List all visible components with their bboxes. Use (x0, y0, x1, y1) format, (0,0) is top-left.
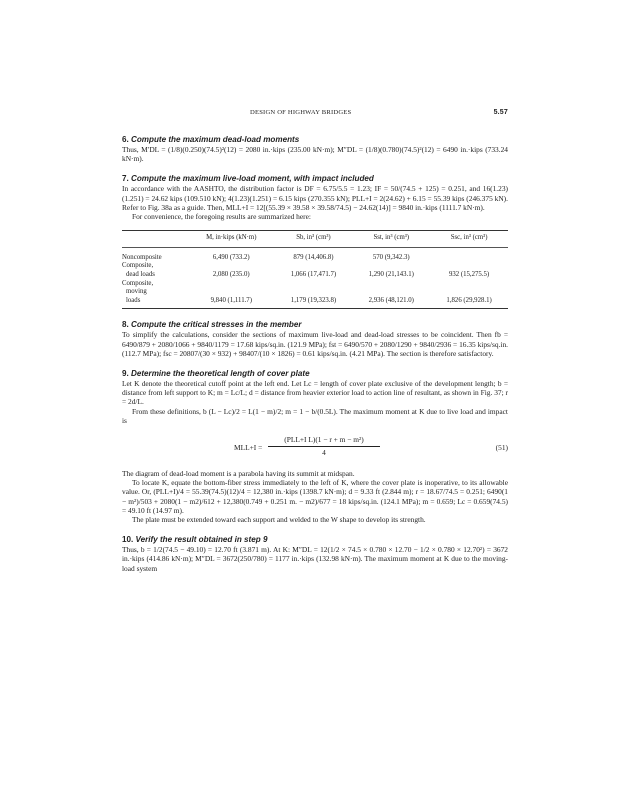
col-header-ssc: Ssc, in³ (cm³) (430, 231, 508, 247)
step-9-heading (122, 369, 508, 379)
cell-sst (352, 280, 430, 289)
step-7-summary-intro: For convenience, the foregoing results are summarized here: (132, 212, 311, 222)
cell-moment: 2,080 (235.0) (212, 271, 250, 278)
summary-table-wrap (122, 230, 508, 309)
step-6-body: Thus, M′DL = (1/8)(0.250)(74.5)²(12) = 2080 in.·kips (235.00 kN·m); M″DL = (1/8)(0.780)(74.5)²(12) = 6490 in.·kips (733.24 kN·m). (122, 145, 508, 164)
cell-sb: 879 (14,406.8) (293, 253, 334, 261)
cell-moment (188, 288, 275, 297)
row-label: Noncomposite (122, 253, 162, 261)
col-header-moment: M, in·kips (kN·m) (188, 231, 275, 247)
summary-table (122, 231, 508, 308)
cell-ssc (430, 288, 508, 297)
row-label: dead loads (126, 271, 155, 278)
cell-sb: 1,066 (17,471.7) (290, 271, 337, 278)
page-number: 5.57 (493, 109, 508, 116)
cell-sst (352, 288, 430, 297)
row-label: loads (126, 296, 141, 304)
cell-sb: 1,179 (19,323.8) (290, 296, 337, 304)
cell-moment (188, 280, 275, 289)
table-row (122, 297, 508, 309)
row-label: moving (126, 288, 147, 296)
cell-sst: 1,290 (21,143.1) (368, 271, 414, 278)
step-9-title: Determine the theoretical length of cover plate (131, 368, 310, 378)
cell-sb (275, 262, 353, 271)
step-8-heading (122, 320, 508, 330)
cell-moment (188, 262, 275, 271)
cell-sst (352, 262, 430, 271)
row-label: Composite, (122, 279, 154, 287)
cell-ssc (430, 280, 508, 289)
cell-moment: 6,490 (733.2) (212, 253, 250, 261)
step-9-number: 9. (122, 368, 129, 378)
cell-ssc: 932 (15,275.5) (448, 271, 490, 278)
step-10-number: 10. (122, 535, 134, 545)
equation-fraction (268, 435, 380, 457)
step-10-body: Thus, b = 1/2(74.5 − 49.10) = 12.70 ft (3.871 m). At K: M″DL = 12(1/2 × 74.5 × 0.780 × 12.70 − 1/2 × 0.780 × 12.70²) = 3672 in.·kips (414.86 kN·m); M″DL = 3672(250/780) = 1177 in.·kips (132.98 kN·m). The maximum moment at K due to the moving-load system (122, 545, 508, 573)
equation-51 (122, 433, 508, 463)
fraction-bar (268, 446, 380, 447)
col-header-label (122, 231, 188, 247)
step-8-title: Compute the critical stresses in the member (131, 320, 302, 330)
step-9-after-2: To locate K, equate the bottom-fiber stress immediately to the left of K, where the cover plate is inoperative, to its allowable value. Or, (PLL+I)/4 = 55.39(74.5)(12)/4 = 12,380 in.·kips (1398.7 kN·m); d = 9.33 ft (2.844 m); r = 18.67/74.5 = 0.251; 6490(1 − m²)/503 + 2080(1 − m2)/612 + 12,380(0.749 + 0.251 m. − m2)/677 = 18 kips/sq.in. (124.1 MPa); m = 0.659; Lc = 0.659(74.5) = 49.10 ft (14.97 m). (122, 478, 508, 515)
cell-moment: 9,840 (1,111.7) (210, 296, 252, 304)
step-6-heading (122, 135, 508, 145)
col-header-sst: Sst, in³ (cm³) (352, 231, 430, 247)
cell-ssc: 1,826 (29,928.1) (446, 296, 492, 304)
step-6-number: 6. (122, 135, 129, 144)
step-8-body: To simplify the calculations, consider the sections of maximum live-load and dead-load stresses to be coincident. Then fb = 6490/879 + 2080/1066 + 9840/1179 = 17.68 kips/sq.in. (121.9 MPa); fst = 6490/570 + 2080/1290 + 9840/2936 = 16.35 kips/sq.in. (112.7 MPa); fsc = 20807/(30 × 932) + 98407/(10 × 1826) = 0.61 kips/sq.in. (4.21 MPa). The section is therefore satisfactory. (122, 330, 508, 358)
cell-ssc (430, 262, 508, 271)
step-9-after-1: The diagram of dead-load moment is a parabola having its summit at midspan. (122, 469, 355, 478)
step-8-number: 8. (122, 320, 129, 330)
step-7-heading (122, 174, 508, 184)
step-7-body: In accordance with the AASHTO, the distribution factor is DF = 6.75/5.5 = 1.23; IF = 50/(74.5 + 125) = 0.251, and 16(1.23)(1.251) = 24.62 kips (109.510 kN); 4(1.23)(1.251) = 6.15 kips (270.355 kN); PLL+I = 2(24.62) + 6.15 = 55.39 kips (246.375 kN). Refer to Fig. 38a as a guide. Then, MLL+I = 12[(55.39 × 39.58 × 39.58/74.5) − 24.62(14)] = 9840 in.·kips (1111.7 kN·m). (122, 184, 508, 212)
table-bottom-rule (122, 308, 508, 309)
table-row (122, 247, 508, 262)
step-9-after-3: The plate must be extended toward each support and welded to the W shape to develop its strength. (132, 515, 426, 525)
table-row (122, 271, 508, 280)
equation-number: (51) (495, 443, 508, 452)
equation-lhs: MLL+I = (234, 443, 263, 452)
table-row (122, 280, 508, 289)
cell-sb (275, 288, 353, 297)
cell-ssc (430, 247, 508, 262)
running-header (122, 108, 508, 118)
cell-sst: 570 (9,342.3) (372, 253, 410, 261)
step-6-title: Compute the maximum dead-load moments (131, 135, 300, 144)
col-header-sb: Sb, in³ (cm³) (275, 231, 353, 247)
cell-sb (275, 280, 353, 289)
equation-denominator: 4 (322, 448, 326, 458)
header-title: DESIGN OF HIGHWAY BRIDGES (250, 109, 352, 116)
book-page (122, 108, 508, 573)
table-row (122, 262, 508, 271)
step-7-title: Compute the maximum live-load moment, with impact included (131, 174, 374, 184)
step-10-heading (122, 535, 508, 545)
step-9-body: Let K denote the theoretical cutoff point at the left end. Let Lc = length of cover plate exclusive of the development length; b = distance from left support to K; m = Lc/L; d = distance from heavier exterior load to action line of resultant, as shown in Fig. 37; r = 2d/L. (122, 378, 508, 407)
step-10-title: Verify the result obtained in step 9 (135, 535, 268, 545)
equation-numerator: (PLL+I L)(1 − r + m − m²) (284, 435, 364, 444)
table-row (122, 288, 508, 297)
step-9-body-2: From these definitions, b (L − Lc)/2 = L(1 − m)/2; m = 1 − b/(0.5L). The maximum moment at K due to live load and impact is (122, 406, 508, 425)
step-7-number: 7. (122, 174, 129, 184)
table-header-row (122, 231, 508, 247)
cell-sst: 2,936 (48,121.0) (368, 296, 414, 304)
row-label: Composite, (122, 262, 154, 270)
